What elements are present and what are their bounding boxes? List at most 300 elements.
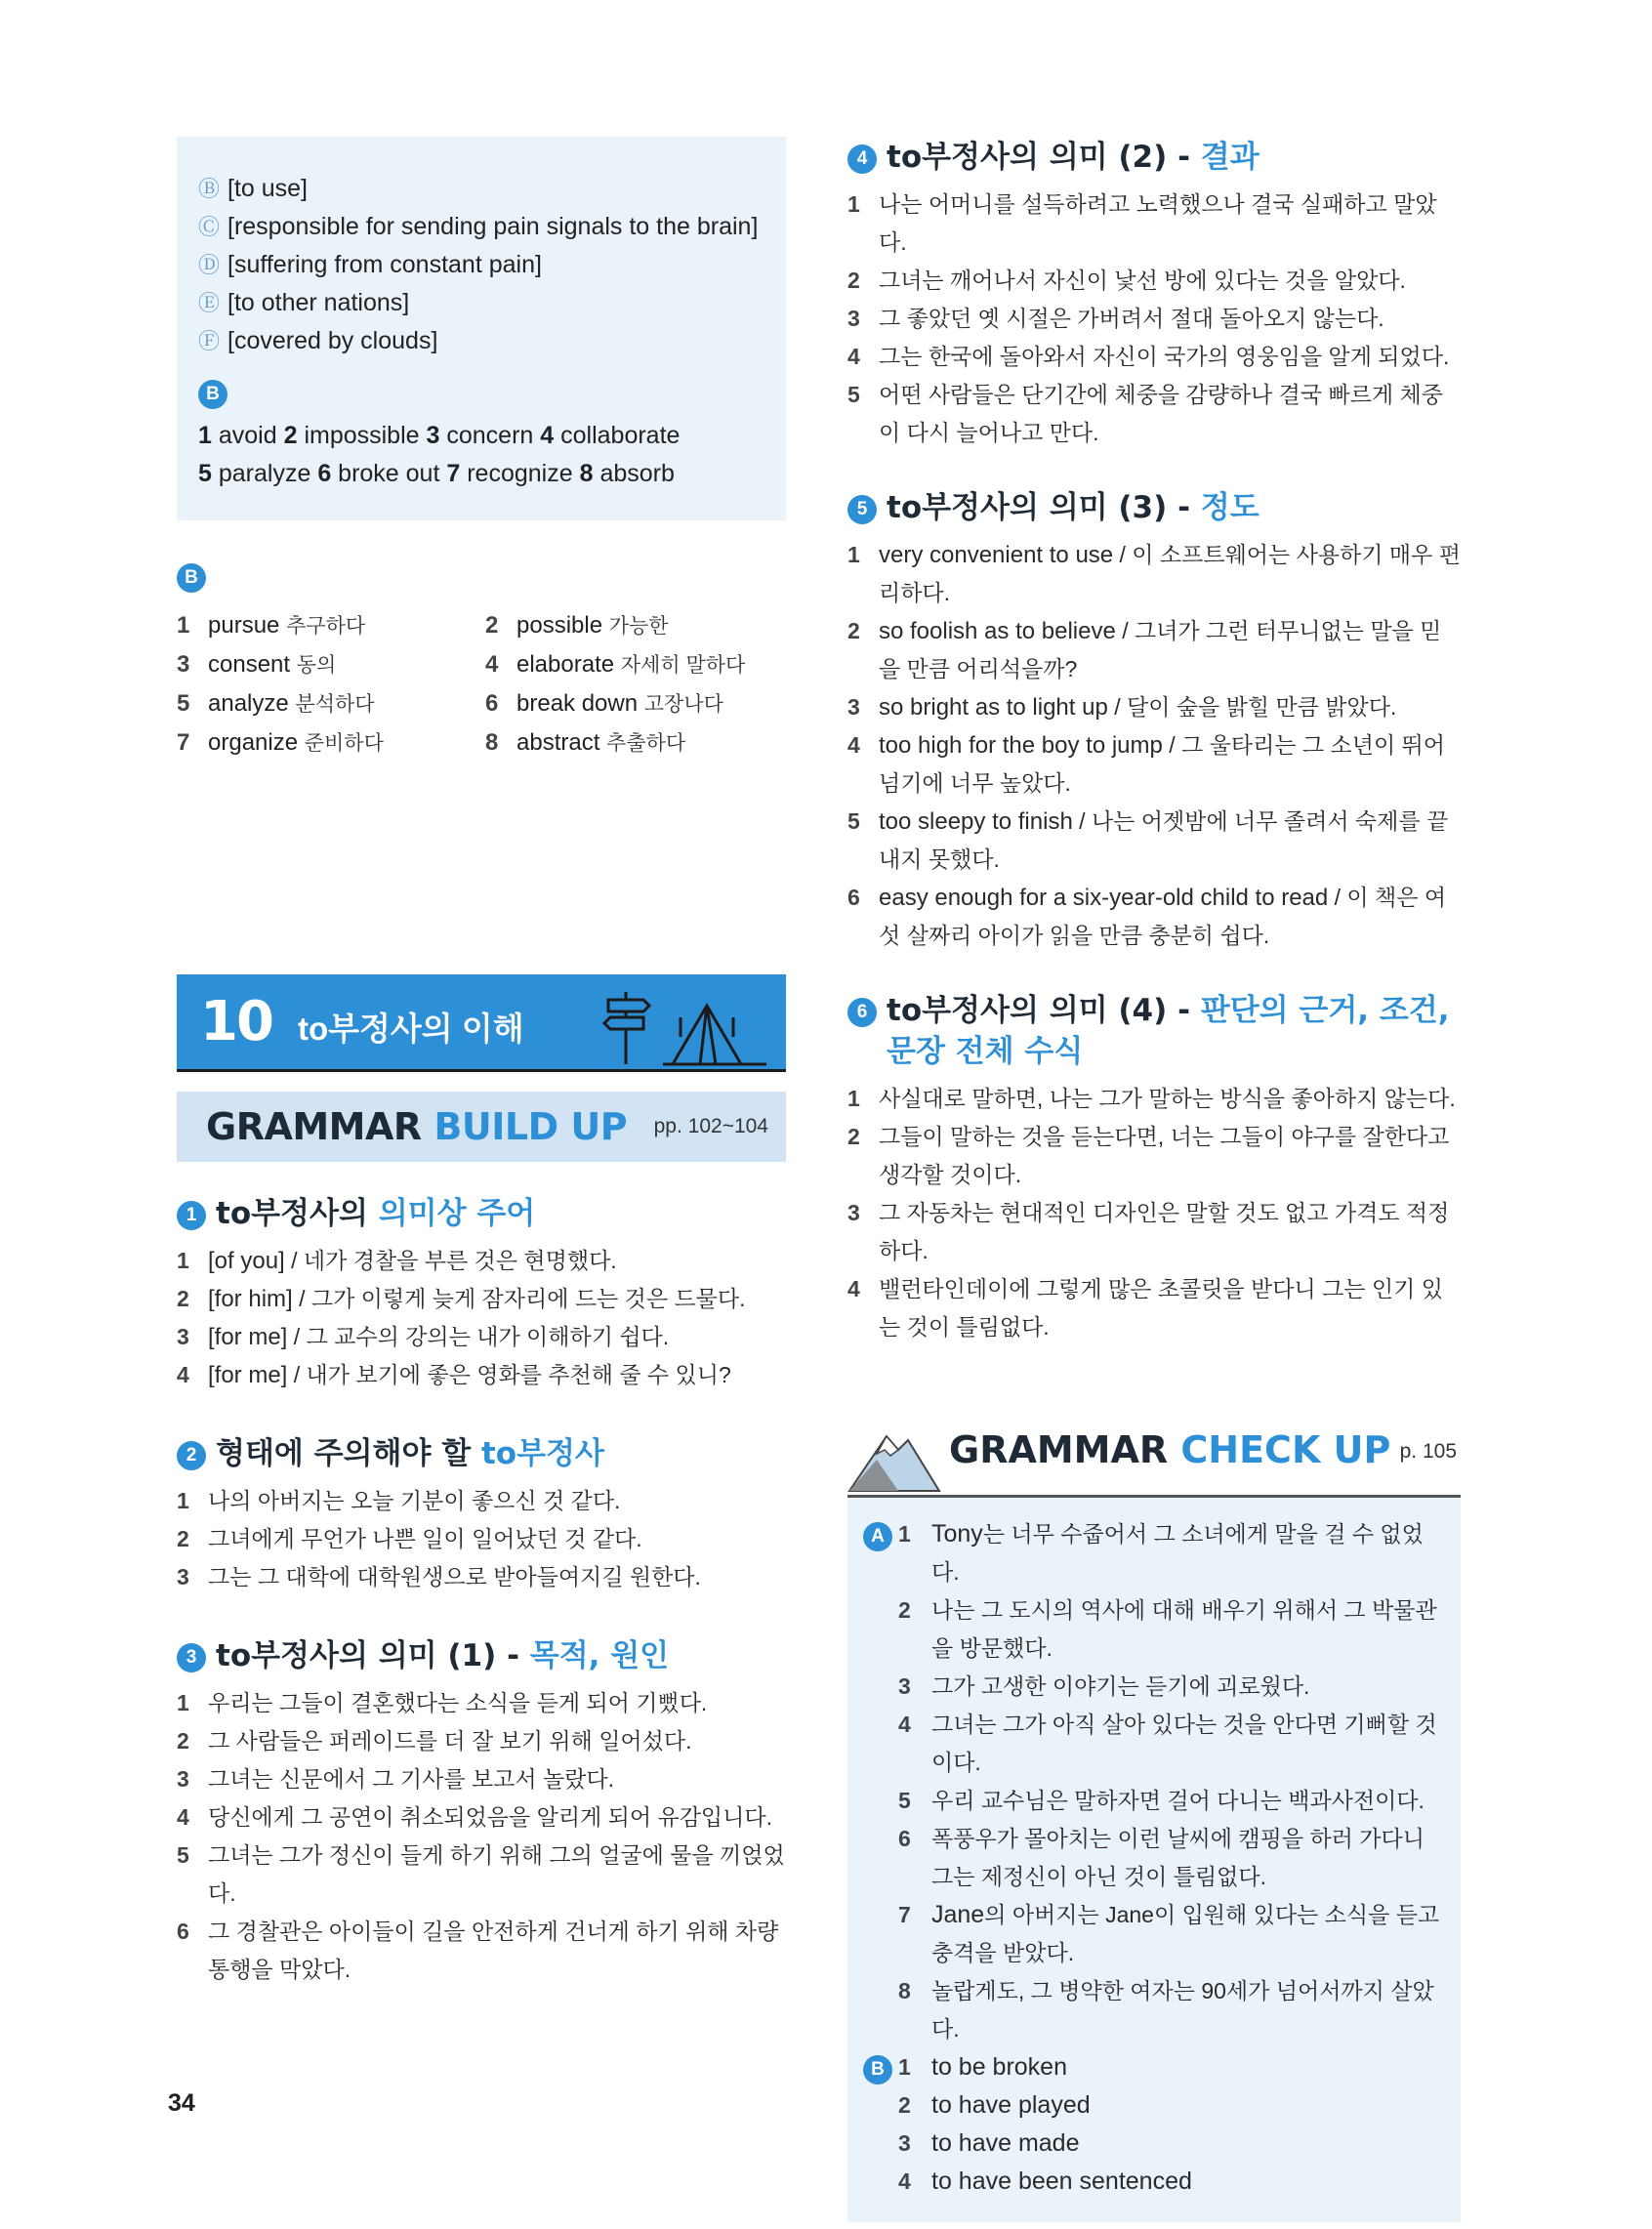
section-title-a: to부정사의 의미 (4) -	[887, 993, 1190, 1028]
section-title-a: to부정사의 의미 (1) -	[216, 1638, 519, 1673]
section-items	[847, 536, 1461, 955]
vocab-number: 3	[177, 651, 190, 678]
grammar-build-up-title	[206, 1105, 627, 1148]
section-item	[847, 726, 1461, 803]
section-heading	[847, 137, 1461, 178]
item-text	[879, 300, 1461, 338]
check-a-text	[931, 1668, 1445, 1706]
item-en: [for me]	[208, 1324, 288, 1350]
section-title-a: 형태에 주의해야 할	[216, 1436, 472, 1471]
grammar-check-up-header	[847, 1405, 1461, 1498]
item-text	[208, 1798, 792, 1837]
grammar-check-up-title	[949, 1428, 1390, 1471]
section-item	[177, 1798, 792, 1837]
grammar-section	[177, 1193, 792, 1394]
item-number: 4	[177, 1804, 189, 1830]
check-label-slot	[863, 1972, 898, 2048]
check-a-item	[863, 1782, 1445, 1820]
vocab-item	[177, 645, 485, 684]
section-item	[847, 612, 1461, 688]
grammar-check-up	[847, 1405, 1461, 2222]
grammar-section	[177, 1433, 792, 1596]
check-label-slot	[863, 2048, 898, 2086]
left-sections	[177, 1193, 792, 1989]
grammar-section	[847, 990, 1461, 1346]
vocab-item	[177, 723, 485, 763]
option-mark: Ⓕ	[198, 329, 221, 353]
item-en: easy enough for a six-year-old child to read	[879, 885, 1329, 911]
check-label-slot	[863, 1591, 898, 1668]
vocab-number: 7	[177, 729, 190, 756]
item-text	[879, 338, 1461, 376]
item-number: 6	[177, 1919, 189, 1944]
section-number-badge: 2	[177, 1441, 206, 1470]
item-number: 4	[177, 1362, 189, 1387]
check-b-number: 3	[898, 2130, 911, 2156]
gbu-title-a: GRAMMAR	[206, 1105, 422, 1148]
section-heading	[177, 1433, 792, 1474]
vocab-en: break down	[516, 690, 639, 717]
section-title-a: to부정사의 의미 (2) -	[887, 140, 1190, 175]
check-b-en: to have played	[931, 2091, 1091, 2119]
item-ko: / 네가 경찰을 부른 것은 현명했다.	[284, 1248, 617, 1273]
item-en: [for him]	[208, 1286, 293, 1312]
b-answer-word: recognize	[467, 460, 573, 487]
b-answer-word: impossible	[304, 422, 420, 449]
vocab-number: 8	[485, 729, 499, 756]
item-number: 3	[177, 1766, 189, 1792]
item-text	[208, 1684, 792, 1722]
gcu-title-b: CHECK UP	[1180, 1428, 1391, 1471]
section-number-badge: 1	[177, 1201, 206, 1230]
section-heading	[847, 487, 1461, 528]
option-mark: Ⓔ	[198, 291, 221, 315]
option-mark: Ⓑ	[198, 177, 221, 201]
vocab-number: 2	[485, 612, 499, 639]
option-text: [to use]	[227, 175, 308, 202]
item-text	[208, 1356, 792, 1394]
item-number: 3	[177, 1324, 189, 1349]
item-text	[208, 1760, 792, 1798]
item-number: 4	[847, 344, 860, 369]
check-a-item	[863, 1706, 1445, 1782]
vocab-ko: 자세히 말하다	[620, 654, 746, 677]
item-ko: / 이 책은 여섯 살짜리 아이가 읽을 만큼 충분히 쉽다.	[879, 885, 1447, 948]
section-item	[177, 1558, 792, 1596]
check-label-slot	[863, 1896, 898, 1972]
item-number: 2	[177, 1728, 189, 1754]
right-column	[847, 137, 1461, 2222]
b-answer-number: 3	[426, 422, 440, 449]
check-b-en: to be broken	[931, 2053, 1067, 2081]
item-ko: / 그가 이렇게 늦게 잠자리에 드는 것은 드물다.	[292, 1286, 746, 1311]
option-text: [to other nations]	[227, 289, 410, 316]
item-ko: 그 경찰관은 아이들이 길을 안전하게 건너게 하기 위해 차량 통행을 막았다.	[208, 1919, 779, 1982]
check-a-number: 5	[898, 1788, 911, 1813]
item-text	[879, 262, 1461, 300]
item-number: 2	[847, 618, 860, 643]
option-text: [suffering from constant pain]	[227, 251, 542, 278]
item-number: 1	[177, 1488, 189, 1513]
section-item	[177, 1520, 792, 1558]
item-number: 1	[177, 1248, 189, 1273]
check-a-ko: 우리 교수님은 말하자면 걸어 다니는 백과사전이다.	[931, 1788, 1425, 1813]
section-items	[847, 1080, 1461, 1346]
item-text	[879, 688, 1461, 726]
item-ko: 나는 어머니를 설득하려고 노력했으나 결국 실패하고 말았다.	[879, 191, 1437, 255]
check-b-en: to have made	[931, 2129, 1080, 2157]
vocab-text	[516, 606, 669, 645]
vocab-text	[208, 645, 336, 684]
vocab-item	[177, 606, 485, 645]
section-item	[177, 1684, 792, 1722]
section-b-badge: B	[198, 380, 227, 409]
check-a-item	[863, 1668, 1445, 1706]
vocab-b-badge: B	[177, 563, 206, 593]
section-number-badge: 3	[177, 1643, 206, 1672]
item-text	[879, 186, 1461, 262]
item-text	[879, 1270, 1461, 1346]
item-text	[208, 1280, 792, 1318]
vocab-ko: 준비하다	[304, 732, 384, 755]
check-a-number: 2	[898, 1597, 911, 1623]
section-number-badge: 4	[847, 144, 877, 174]
section-item	[847, 300, 1461, 338]
item-ko: / 나는 어젯밤에 너무 졸려서 숙제를 끝내지 못했다.	[879, 808, 1449, 872]
item-ko: 어떤 사람들은 단기간에 체중을 감량하나 결국 빠르게 체중이 다시 늘어나고 만다.	[879, 382, 1443, 445]
item-text	[208, 1482, 792, 1520]
item-en: very convenient to use	[879, 542, 1114, 568]
section-item	[847, 688, 1461, 726]
check-a-number: 4	[898, 1712, 911, 1737]
section-heading	[847, 990, 1461, 1072]
check-b-badge: B	[863, 2055, 892, 2085]
unit-banner	[177, 974, 786, 1072]
vocab-text	[516, 723, 685, 763]
item-number: 3	[847, 694, 860, 720]
section-item	[177, 1760, 792, 1798]
check-a-number: 3	[898, 1673, 911, 1699]
section-heading	[177, 1193, 792, 1234]
item-text	[208, 1722, 792, 1760]
section-items	[847, 186, 1461, 452]
section-item	[177, 1482, 792, 1520]
item-number: 3	[847, 1200, 860, 1225]
item-ko: 당신에게 그 공연이 취소되었음을 알리게 되어 유감입니다.	[208, 1804, 772, 1830]
section-item	[177, 1242, 792, 1280]
section-item	[847, 1080, 1461, 1118]
gcu-title-a: GRAMMAR	[949, 1428, 1169, 1471]
check-a-item	[863, 1820, 1445, 1896]
item-en: [of you]	[208, 1248, 285, 1274]
grammar-check-up-box	[847, 1498, 1461, 2222]
vocab-b-section	[177, 563, 786, 763]
b-answer-line	[198, 455, 764, 493]
section-item	[847, 803, 1461, 879]
section-number-badge: 6	[847, 998, 877, 1027]
item-ko: 그 좋았던 옛 시절은 가버려서 절대 돌아오지 않는다.	[879, 306, 1384, 331]
item-ko: / 이 소프트웨어는 사용하기 매우 편리하다.	[879, 542, 1461, 605]
section-heading	[177, 1635, 792, 1676]
vocab-grid	[177, 606, 786, 763]
gcu-pages: p. 105	[1399, 1440, 1457, 1463]
item-ko: 그녀는 깨어나서 자신이 낯선 방에 있다는 것을 알았다.	[879, 268, 1406, 293]
item-ko: 그는 한국에 돌아와서 자신이 국가의 영웅임을 알게 되었다.	[879, 344, 1450, 369]
check-a-number: 8	[898, 1978, 911, 2003]
vocab-number: 6	[485, 690, 499, 717]
section-title-a: to부정사의	[216, 1196, 368, 1231]
item-ko: / 달이 숲을 밝힐 만큼 밝았다.	[1107, 694, 1397, 720]
item-number: 5	[847, 808, 860, 834]
section-title-b: 판단의 근거, 조건, 문장 전체 수식	[887, 993, 1450, 1069]
b-answer-number: 2	[283, 422, 298, 449]
section-item	[847, 1270, 1461, 1346]
check-a-ko: 그가 고생한 이야기는 듣기에 괴로웠다.	[931, 1673, 1310, 1699]
vocab-text	[208, 684, 375, 723]
right-sections	[847, 137, 1461, 1346]
check-a-text	[931, 1896, 1445, 1972]
option-line	[198, 170, 764, 208]
section-title	[887, 487, 1461, 528]
b-answer-line	[198, 417, 764, 455]
check-b-number: 1	[898, 2054, 911, 2080]
check-a-en: Tony	[931, 1520, 983, 1548]
item-text	[208, 1318, 792, 1356]
check-a-text	[931, 1591, 1445, 1668]
grammar-section	[177, 1635, 792, 1989]
check-a-text	[931, 1782, 1445, 1820]
section-item	[847, 536, 1461, 612]
vocab-text	[208, 606, 365, 645]
check-b-number: 4	[898, 2168, 911, 2194]
check-label-slot	[863, 1515, 898, 1591]
vocab-ko: 동의	[296, 654, 337, 677]
item-number: 5	[847, 382, 860, 407]
item-number: 2	[177, 1526, 189, 1551]
section-number-badge: 5	[847, 495, 877, 524]
vocab-en: consent	[208, 651, 291, 678]
check-a-en: Jane	[931, 1901, 985, 1928]
section-title	[216, 1433, 792, 1474]
item-ko: 그녀는 신문에서 그 기사를 보고서 놀랐다.	[208, 1766, 615, 1792]
b-answers	[198, 417, 764, 493]
check-label-slot	[863, 2125, 898, 2163]
check-b-item	[863, 2086, 1445, 2125]
vocab-ko: 가능한	[608, 615, 669, 638]
vocab-ko: 분석하다	[295, 693, 375, 716]
left-column	[177, 137, 786, 763]
check-a-ko: 는 너무 수줍어서 그 소녀에게 말을 걸 수 없었다.	[931, 1521, 1424, 1585]
vocab-text	[208, 723, 384, 763]
section-title	[216, 1193, 792, 1234]
vocab-ko: 고장나다	[643, 693, 723, 716]
check-b-en: to have been sentenced	[931, 2167, 1192, 2195]
section-title	[887, 137, 1461, 178]
vocab-en: organize	[208, 729, 299, 756]
mountain-icon	[847, 1415, 941, 1493]
check-b-item	[863, 2163, 1445, 2201]
item-number: 3	[177, 1564, 189, 1589]
section-title-b: 정도	[1200, 490, 1260, 525]
item-en: [for me]	[208, 1362, 288, 1388]
unit-title: to부정사의 이해	[298, 1011, 524, 1047]
section-title-a: to부정사의 의미 (3) -	[887, 490, 1190, 525]
check-a-number: 6	[898, 1826, 911, 1851]
option-mark: Ⓒ	[198, 215, 221, 239]
item-text	[879, 1194, 1461, 1270]
check-a-ko: 그녀는 그가 아직 살아 있다는 것을 안다면 기뻐할 것이다.	[931, 1712, 1437, 1775]
section-item	[847, 376, 1461, 452]
check-a-text	[931, 1706, 1445, 1782]
section-title-b: 의미상 주어	[378, 1196, 536, 1231]
vocab-number: 4	[485, 651, 499, 678]
section-item	[177, 1913, 792, 1989]
page-number: 34	[168, 2089, 195, 2117]
item-text	[208, 1913, 792, 1989]
item-text	[208, 1242, 792, 1280]
b-answer-number: 8	[579, 460, 594, 487]
section-item	[177, 1722, 792, 1760]
item-text	[208, 1520, 792, 1558]
item-number: 2	[177, 1286, 189, 1311]
vocab-item	[177, 684, 485, 723]
section-item	[847, 1118, 1461, 1194]
item-number: 2	[847, 1124, 860, 1149]
item-ko: 그 자동차는 현대적인 디자인은 말할 것도 없고 가격도 적정하다.	[879, 1200, 1450, 1263]
item-text	[879, 1118, 1461, 1194]
option-list	[198, 170, 764, 360]
option-line	[198, 322, 764, 360]
item-text	[879, 803, 1461, 879]
check-a-ko: 의 아버지는 Jane이 입원해 있다는 소식을 듣고 충격을 받았다.	[931, 1902, 1440, 1965]
vocab-en: analyze	[208, 690, 289, 717]
gbu-title-b: BUILD UP	[434, 1105, 628, 1148]
item-ko: 그 사람들은 퍼레이드를 더 잘 보기 위해 일어섰다.	[208, 1728, 692, 1754]
section-items	[177, 1242, 792, 1394]
item-text	[879, 376, 1461, 452]
item-ko: 우리는 그들이 결혼했다는 소식을 듣게 되어 기뻤다.	[208, 1690, 708, 1715]
b-answer-word: broke out	[338, 460, 440, 487]
option-text: [responsible for sending pain signals to the brain]	[227, 213, 759, 240]
b-answer-number: 6	[317, 460, 332, 487]
vocab-item	[485, 723, 778, 763]
section-item	[177, 1356, 792, 1394]
check-label-slot	[863, 2163, 898, 2201]
item-ko: / 그 교수의 강의는 내가 이해하기 쉽다.	[287, 1324, 670, 1349]
check-label-slot	[863, 1820, 898, 1896]
b-answer-number: 4	[540, 422, 555, 449]
section-title	[887, 990, 1461, 1072]
item-number: 5	[177, 1842, 189, 1868]
b-answer-word: absorb	[599, 460, 675, 487]
section-item	[847, 879, 1461, 955]
check-a-text	[931, 1515, 1445, 1591]
item-ko: 그녀에게 무언가 나쁜 일이 일어났던 것 같다.	[208, 1526, 642, 1551]
signpost-tent-icon	[595, 978, 770, 1068]
check-a-number: 7	[898, 1902, 911, 1927]
item-ko: / 그녀가 그런 터무니없는 말을 믿을 만큼 어리석을까?	[879, 618, 1442, 681]
check-b-item	[863, 2048, 1445, 2086]
item-text	[879, 879, 1461, 955]
unit-number: 10	[200, 990, 272, 1053]
answer-box-top	[177, 137, 786, 520]
item-ko: / 그 울타리는 그 소년이 뛰어넘기에 너무 높았다.	[879, 732, 1445, 796]
option-text: [covered by clouds]	[227, 327, 438, 354]
section-item	[177, 1280, 792, 1318]
vocab-item	[485, 606, 778, 645]
grammar-section	[847, 137, 1461, 452]
vocab-ko: 추구하다	[286, 615, 366, 638]
check-label-slot	[863, 1706, 898, 1782]
gbu-pages: pp. 102~104	[653, 1115, 768, 1137]
item-ko: / 내가 보기에 좋은 영화를 추천해 줄 수 있니?	[287, 1362, 731, 1387]
item-ko: 그들이 말하는 것을 듣는다면, 너는 그들이 야구를 잘한다고 생각할 것이다.	[879, 1124, 1450, 1187]
check-label-slot	[863, 1782, 898, 1820]
section-item	[847, 262, 1461, 300]
item-ko: 그는 그 대학에 대학원생으로 받아들여지길 원한다.	[208, 1564, 701, 1589]
item-number: 4	[847, 1276, 860, 1301]
item-number: 6	[847, 885, 860, 910]
item-text	[879, 726, 1461, 803]
vocab-en: pursue	[208, 612, 280, 639]
item-text	[879, 612, 1461, 688]
item-number: 2	[847, 268, 860, 293]
section-items	[177, 1684, 792, 1989]
section-item	[847, 338, 1461, 376]
item-number: 1	[177, 1690, 189, 1715]
vocab-item	[485, 645, 778, 684]
check-a-ko: 놀랍게도, 그 병약한 여자는 90세가 넘어서까지 살았다.	[931, 1978, 1434, 2042]
check-a-item	[863, 1896, 1445, 1972]
vocab-en: possible	[516, 612, 603, 639]
item-en: so foolish as to believe	[879, 618, 1116, 644]
check-a-number: 1	[898, 1521, 911, 1547]
item-number: 4	[847, 732, 860, 758]
check-a-item	[863, 1515, 1445, 1591]
section-items	[177, 1482, 792, 1596]
check-a-text	[931, 1820, 1445, 1896]
b-answer-number: 1	[198, 422, 212, 449]
item-text	[208, 1837, 792, 1913]
section-title	[216, 1635, 792, 1676]
section-item	[177, 1837, 792, 1913]
item-number: 1	[847, 191, 860, 217]
check-a-item	[863, 1972, 1445, 2048]
item-en: too high for the boy to jump	[879, 732, 1163, 759]
vocab-number: 5	[177, 690, 190, 717]
b-answer-word: paralyze	[218, 460, 311, 487]
b-answer-word: concern	[446, 422, 534, 449]
option-line	[198, 246, 764, 284]
section-title-b: 결과	[1200, 140, 1260, 175]
b-answer-word: avoid	[218, 422, 277, 449]
item-number: 1	[847, 542, 860, 567]
vocab-text	[516, 645, 745, 684]
b-answer-number: 5	[198, 460, 212, 487]
item-ko: 나의 아버지는 오늘 기분이 좋으신 것 같다.	[208, 1488, 621, 1513]
check-b-item	[863, 2125, 1445, 2163]
item-number: 3	[847, 306, 860, 331]
check-label-slot	[863, 1668, 898, 1706]
vocab-number: 1	[177, 612, 190, 639]
b-answer-number: 7	[446, 460, 461, 487]
item-text	[879, 536, 1461, 612]
item-ko: 밸런타인데이에 그렇게 많은 초콜릿을 받다니 그는 인기 있는 것이 틀림없다.	[879, 1276, 1443, 1340]
section-item	[847, 186, 1461, 262]
b-answer-word: collaborate	[560, 422, 681, 449]
vocab-en: elaborate	[516, 651, 615, 678]
check-a-ko: 폭풍우가 몰아치는 이런 날씨에 캠핑을 하러 가다니 그는 제정신이 아닌 것이 틀림없다.	[931, 1826, 1425, 1889]
